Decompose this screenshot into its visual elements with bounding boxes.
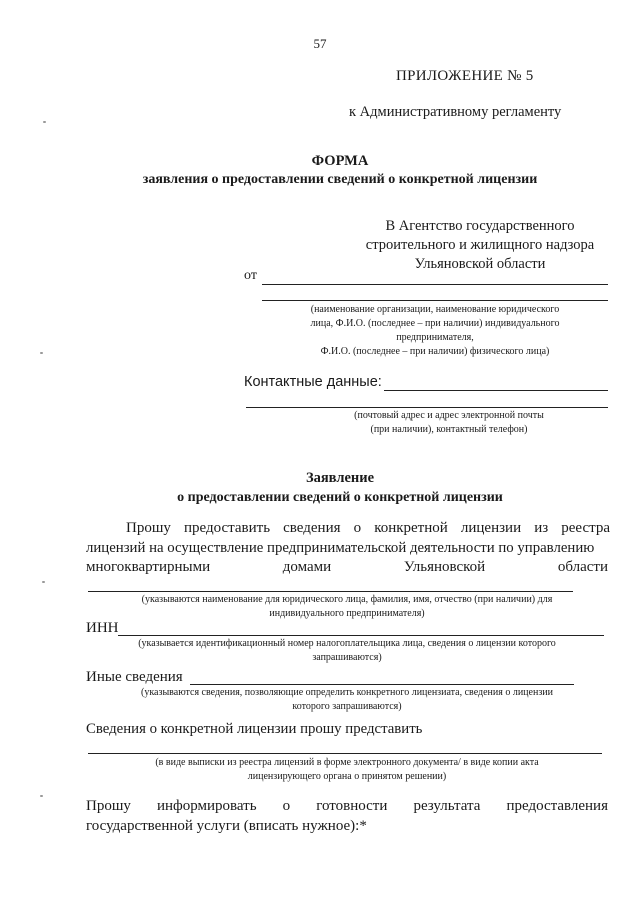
inn-hint-line2: запрашиваются) — [312, 652, 382, 663]
inform-word: результата — [413, 798, 481, 814]
inform-word: Прошу — [86, 798, 131, 814]
from-label: от — [244, 268, 257, 283]
contacts-field-line1[interactable] — [384, 390, 608, 391]
request-line3 — [86, 559, 608, 576]
inn-hint-line1: (указывается идентификационный номер налогоплательщика лица, сведения о лицензии которого — [138, 638, 556, 649]
request-word: из — [534, 520, 549, 536]
inform-line1 — [86, 798, 608, 815]
from-hint-line1: (наименование организации, наименование юридического — [310, 304, 560, 315]
addressee-line3: Ульяновской области — [414, 256, 546, 272]
inform-line2: государственной услуги (вписать нужное):* — [86, 818, 367, 834]
inform-word: предоставления — [506, 798, 608, 814]
licensee-field[interactable] — [88, 591, 573, 592]
format-field[interactable] — [88, 753, 602, 754]
request-word: о — [353, 520, 362, 536]
request-line1 — [126, 520, 610, 537]
request-word: Прошу — [126, 520, 171, 536]
form-heading-title: ФОРМА — [311, 153, 369, 169]
page-number: 57 — [313, 36, 327, 51]
from-field-line2[interactable] — [262, 300, 608, 301]
format-hint-line2: лицензирующего органа о принятом решении) — [247, 771, 447, 782]
from-field-line1[interactable] — [262, 284, 608, 285]
request-word: предоставить — [183, 520, 271, 536]
form-heading-subtitle: заявления о предоставлении сведений о конкретной лицензии — [142, 172, 538, 187]
scan-speck — [43, 121, 46, 123]
other-info-field[interactable] — [190, 684, 574, 685]
format-label: Сведения о конкретной лицензии прошу представить — [86, 721, 423, 737]
from-hint-line3: предпринимателя, — [396, 332, 474, 343]
inn-field[interactable] — [118, 635, 604, 636]
appendix-subtitle: к Административному регламенту — [349, 104, 562, 120]
request-word: многоквартирными — [86, 559, 211, 575]
request-word: Ульяновской — [403, 559, 486, 575]
request-line2: лицензий на осуществление предпринимательской деятельности по управлению — [86, 540, 595, 556]
statement-heading-title: Заявление — [305, 470, 375, 486]
request-word: конкретной — [374, 520, 448, 536]
inform-word: готовности — [316, 798, 388, 814]
other-info-label: Иные сведения — [86, 669, 183, 685]
format-hint-line1: (в виде выписки из реестра лицензий в форме электронного документа/ в виде копии акта — [155, 757, 539, 768]
scan-speck — [40, 352, 43, 354]
scan-speck — [42, 581, 45, 583]
other-info-hint-line2: которого запрашиваются) — [292, 701, 402, 712]
addressee-line2: строительного и жилищного надзора — [365, 237, 595, 253]
inform-word: о — [282, 798, 291, 814]
statement-heading-subtitle: о предоставлении сведений о конкретной лицензии — [177, 490, 503, 505]
from-hint-line4: Ф.И.О. (последнее – при наличии) физического лица) — [320, 346, 550, 357]
appendix-title: ПРИЛОЖЕНИЕ № 5 — [396, 68, 534, 84]
contacts-field-line2[interactable] — [246, 407, 608, 408]
licensee-hint-line1: (указываются наименование для юридического лица, фамилия, имя, отчество (при наличии) для — [141, 594, 553, 605]
from-hint-line2: лица, Ф.И.О. (последнее – при наличии) индивидуального — [310, 318, 560, 329]
inn-label: ИНН — [86, 620, 119, 636]
addressee-line1: В Агентство государственного — [385, 218, 575, 234]
contacts-hint-line1: (почтовый адрес и адрес электронной почты — [354, 410, 544, 421]
contacts-label: Контактные данные: — [244, 374, 382, 390]
request-word: области — [557, 559, 608, 575]
other-info-hint-line1: (указываются сведения, позволяющие определить конкретного лицензиата, сведения о лицензии — [141, 687, 553, 698]
licensee-hint-line2: индивидуального предпринимателя) — [269, 608, 425, 619]
scan-speck — [40, 795, 43, 797]
inform-word: информировать — [156, 798, 257, 814]
request-word: реестра — [561, 520, 610, 536]
request-word: сведения — [283, 520, 341, 536]
request-word: лицензии — [460, 520, 522, 536]
request-word: домами — [282, 559, 332, 575]
contacts-hint-line2: (при наличии), контактный телефон) — [370, 424, 528, 435]
